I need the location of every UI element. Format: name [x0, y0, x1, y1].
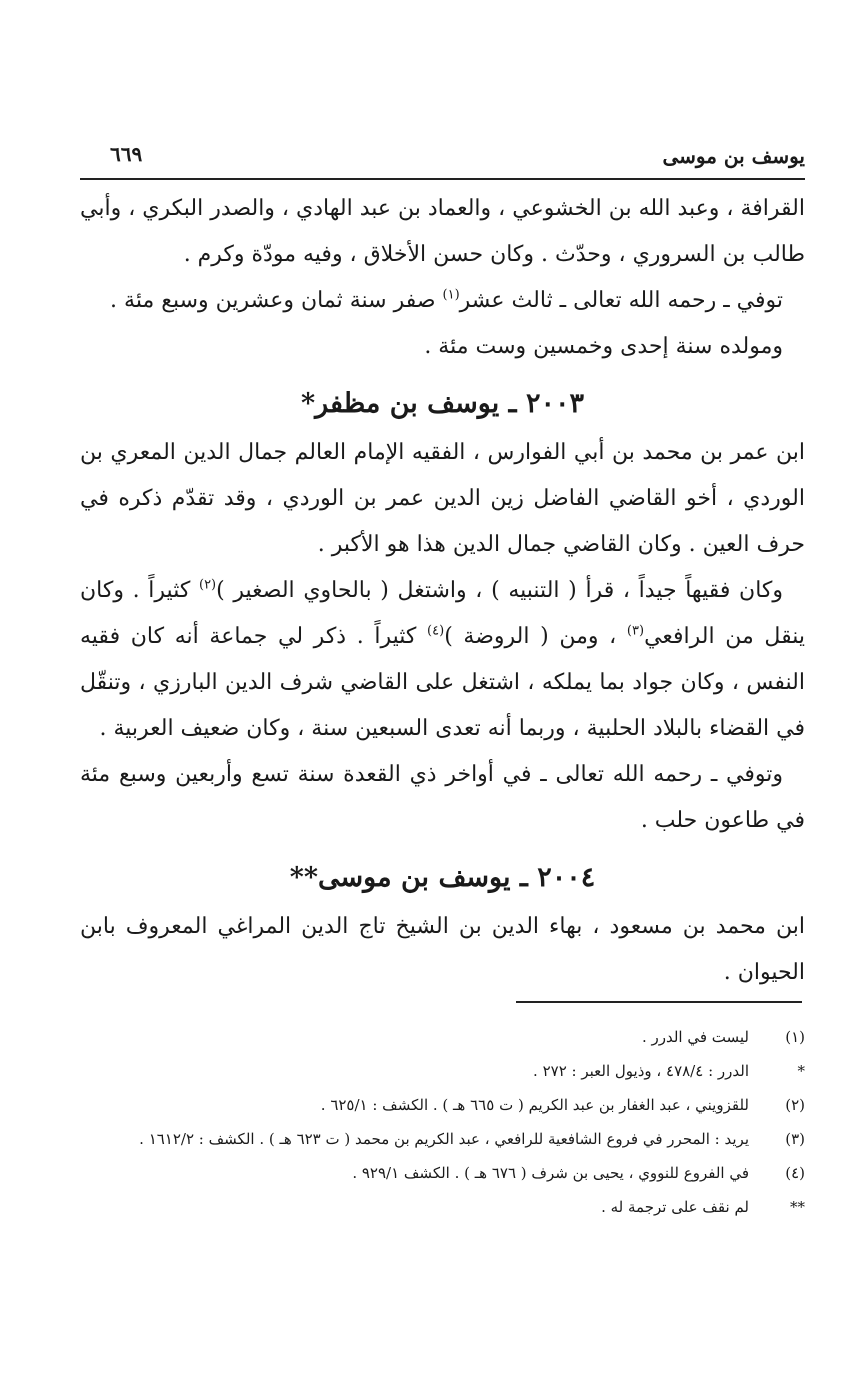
entry-2003-paragraph-1: ابن عمر بن محمد بن أبي الفوارس ، الفقيه الإمام العالم جمال الدين المعري بن الوردي ، أخو القاضي الفاضل زين الدين عمر بن الوردي ، وقد تقدّم ذكره في حرف العين . وكان القاضي جمال الدين هذا هو الأكبر .: [80, 440, 805, 557]
footnote-text: في الفروع للنووي ، يحيى بن شرف ( ٦٧٦ هـ ) . الكشف ٩٢٩/١ .: [352, 1164, 749, 1182]
footnote-ref-1: (١): [442, 287, 460, 303]
main-text: [80, 186, 805, 996]
footnote-item: [80, 1088, 805, 1122]
entry-2003-paragraph-2-text-a: وكان فقيهاً جيداً ، قرأ ( التنبيه ) ، واشتغل ( بالحاوي الصغير ): [216, 578, 783, 603]
entry-2003-paragraph-2-text-c: ، ومن ( الروضة ): [444, 624, 627, 649]
footnote-marker: (٢): [785, 1096, 805, 1114]
footnote-marker: (١): [785, 1028, 805, 1046]
footnote-ref-3: (٣): [626, 623, 645, 639]
footnote-item: [80, 1190, 805, 1224]
footnote-text: لم نقف على ترجمة له .: [601, 1198, 749, 1216]
entry-2004-paragraph-1: ابن محمد بن مسعود ، بهاء الدين بن الشيخ تاج الدين المراغي المعروف بابن الحيوان .: [80, 914, 805, 985]
footnote-marker: *: [797, 1062, 805, 1080]
intro-paragraph-2-text-a: توفي ـ رحمه الله تعالى ـ ثالث عشر: [459, 288, 783, 313]
footnote-rule: [516, 1001, 802, 1003]
intro-paragraph-3: ومولده سنة إحدى وخمسين وست مئة .: [424, 334, 783, 359]
footnote-text: يريد : المحرر في فروع الشافعية للرافعي ، عبد الكريم بن محمد ( ت ٦٢٣ هـ ) . الكشف : ١٦١٢/٢ .: [139, 1130, 749, 1148]
footnote-ref-2: (٢): [198, 577, 217, 593]
footnote-text: الدرر : ٤٧٨/٤ ، وذيول العبر : ٢٧٢ .: [533, 1062, 749, 1080]
entry-2003-heading: ٢٠٠٣ ـ يوسف بن مظفر*: [301, 388, 584, 419]
entry-2003-paragraph-2-text-b: كثيراً . وكان ينقل من الرافعي: [80, 578, 805, 649]
footnote-text: للقزويني ، عبد الغفار بن عبد الكريم ( ت ٦٦٥ هـ ) . الكشف : ٦٢٥/١ .: [320, 1096, 749, 1114]
entry-2003-paragraph-2-text-d: كثيراً . ذكر لي جماعة أنه كان فقيه النفس ، وكان جواد بما يملكه ، اشتغل على القاضي شرف الدين البارزي ، وتنقّل في القضاء بالبلاد الحلبية ، وربما أنه تعدى السبعين سنة ، وكان ضعيف العربية .: [80, 624, 805, 741]
entry-2003-paragraph-3: وتوفي ـ رحمه الله تعالى ـ في أواخر ذي القعدة سنة تسع وأربعين وسبع مئة في طاعون حلب .: [80, 762, 805, 833]
footnote-item: [80, 1122, 805, 1156]
entry-2004-heading: ٢٠٠٤ ـ يوسف بن موسى**: [289, 862, 596, 893]
footnote-item: [80, 1156, 805, 1190]
intro-paragraph-1: القرافة ، وعبد الله بن الخشوعي ، والعماد بن عبد الهادي ، والصدر البكري ، وأبي طالب بن السروري ، وحدّث . وكان حسن الأخلاق ، وفيه مودّة وكرم .: [80, 196, 805, 267]
footnotes: [80, 1020, 805, 1224]
footnote-marker: (٤): [785, 1164, 805, 1182]
footnote-item: [80, 1020, 805, 1054]
entry-2003-paragraph-2: [80, 568, 805, 752]
page-number: ٦٦٩: [110, 142, 143, 166]
intro-paragraph-2-text-b: صفر سنة ثمان وعشرين وسبع مئة .: [110, 288, 443, 313]
page-header: [80, 138, 805, 178]
footnote-marker: **: [790, 1198, 805, 1216]
footnote-item: [80, 1054, 805, 1088]
footnote-text: ليست في الدرر .: [641, 1028, 749, 1046]
header-rule: [80, 178, 805, 180]
running-title: يوسف بن موسى: [662, 144, 805, 168]
intro-paragraph-2: [80, 278, 805, 324]
footnote-ref-4: (٤): [427, 623, 445, 639]
footnote-marker: (٣): [785, 1130, 805, 1148]
